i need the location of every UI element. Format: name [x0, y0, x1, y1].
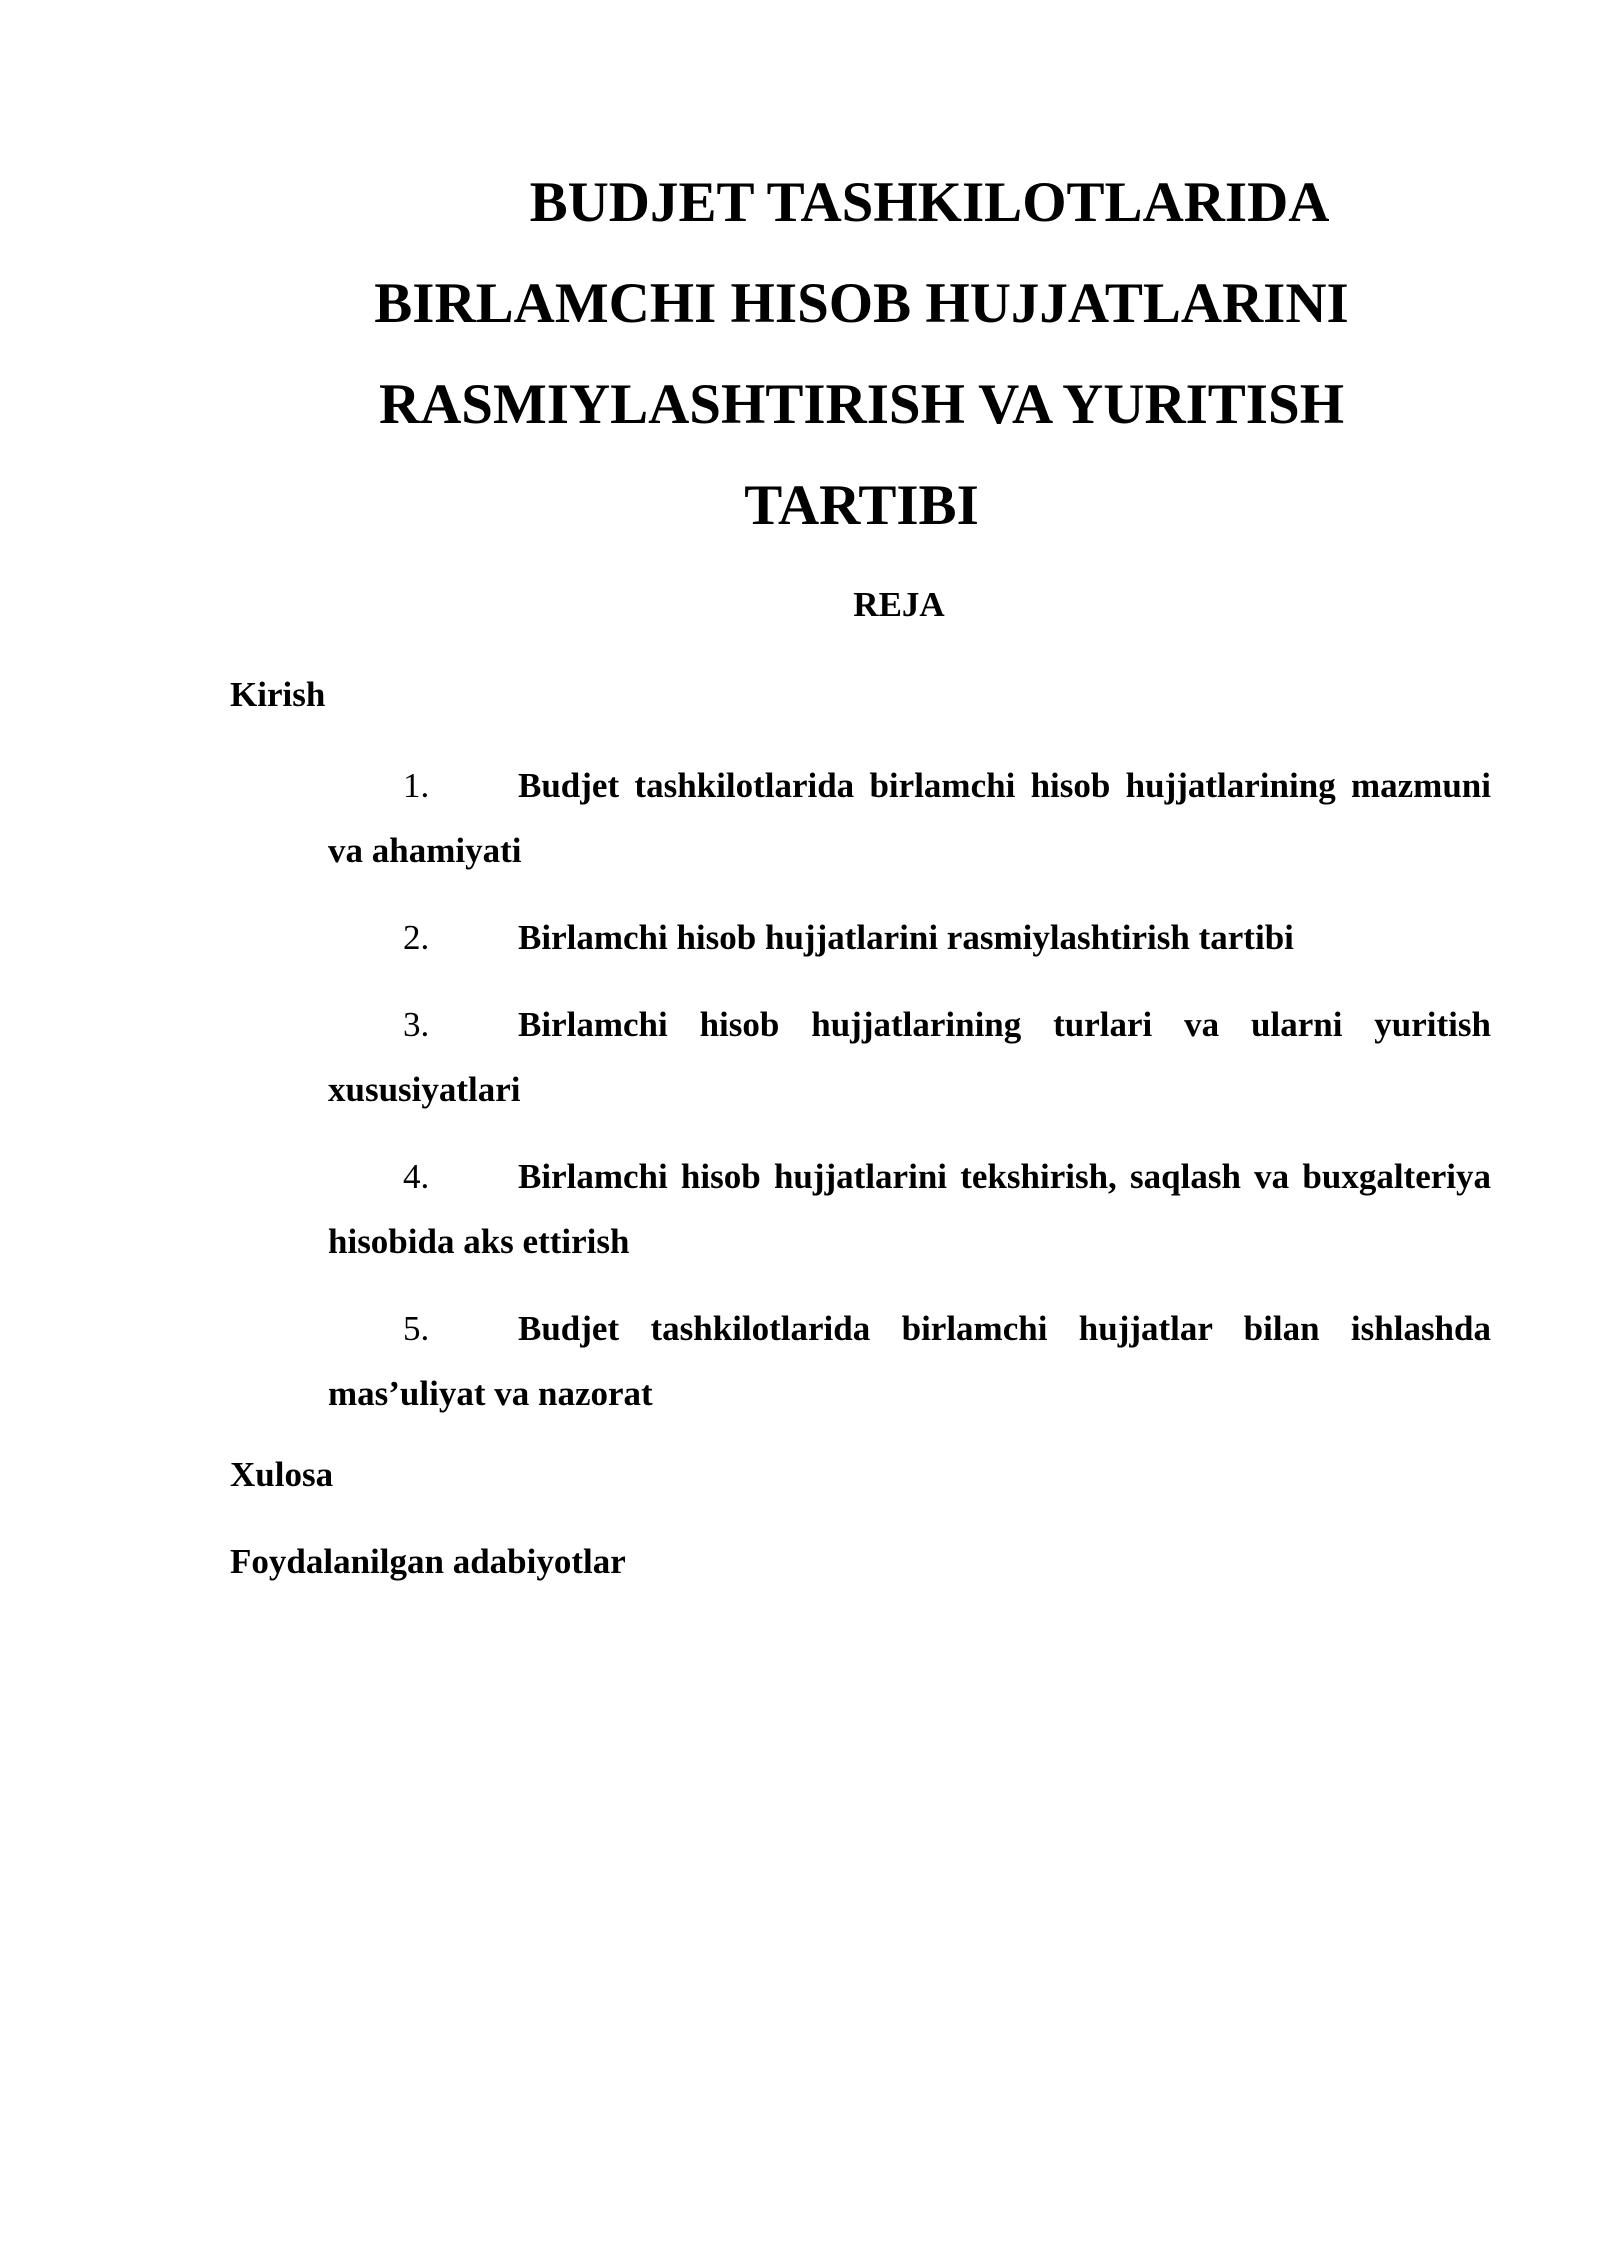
plan-item-number: 1. [403, 766, 430, 805]
references-heading: Foydalanilgan adabiyotlar [230, 1542, 626, 1581]
plan-item-number: 2. [403, 918, 430, 957]
plan-item-2 [328, 905, 1491, 970]
plan-item-text: Budjet tashkilotlarida birlamchi hujjatlar bilan ishlashda mas’uliyat va nazorat [328, 1309, 1491, 1413]
plan-item-text: Birlamchi hisob hujjatlarini rasmiylashtirish tartibi [518, 918, 1294, 957]
document-title [330, 152, 1393, 556]
plan-item-text: Budjet tashkilotlarida birlamchi hisob hujjatlarining mazmuni va ahamiyati [328, 766, 1491, 870]
plan-item-number: 4. [403, 1157, 430, 1196]
plan-item-text: Birlamchi hisob hujjatlarini tekshirish, saqlash va buxgalteriya hisobida aks ettirish [328, 1157, 1491, 1261]
plan-item-3 [328, 992, 1491, 1122]
plan-item-number: 3. [403, 1005, 430, 1044]
plan-item-1 [328, 753, 1491, 883]
title-line-3: RASMIYLASHTIRISH VA YURITISH [378, 373, 1345, 436]
title-line-4: TARTIBI [744, 474, 979, 537]
title-line-2: BIRLAMCHI HISOB HUJJATLARINI [374, 272, 1349, 335]
plan-item-5 [328, 1296, 1491, 1426]
intro-heading: Kirish [230, 675, 326, 714]
plan-item-text: Birlamchi hisob hujjatlarining turlari va ularni yuritish xususiyatlari [328, 1005, 1491, 1109]
title-line-1: BUDJET TASHKILOTLARIDA [529, 171, 1330, 234]
plan-item-number: 5. [403, 1309, 430, 1348]
plan-item-4 [328, 1144, 1491, 1274]
plan-heading: REJA [853, 585, 945, 624]
conclusion-heading: Xulosa [230, 1455, 334, 1494]
